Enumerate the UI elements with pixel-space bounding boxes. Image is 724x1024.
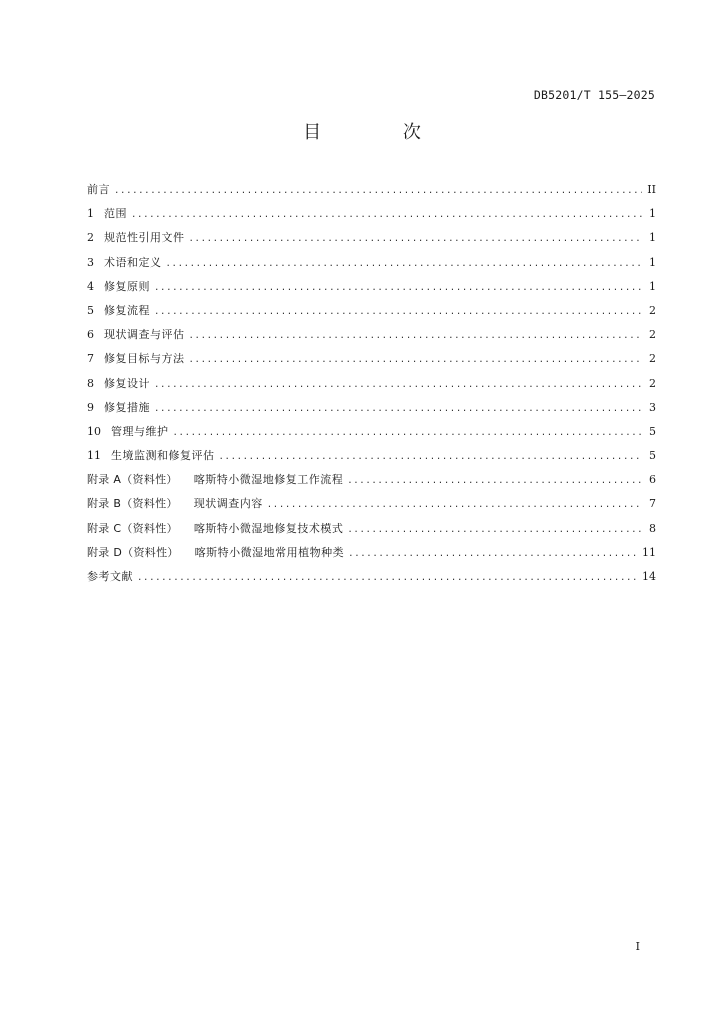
- toc-entry[interactable]: [87, 205, 656, 229]
- leader-dots: [348, 549, 638, 559]
- toc-entry[interactable]: [87, 229, 656, 253]
- toc-entry-label: 修复措施: [104, 400, 150, 414]
- toc-entry[interactable]: [87, 278, 656, 302]
- toc-appendix-entry[interactable]: [87, 544, 656, 568]
- appendix-label: 附录 D（资料性）: [87, 545, 179, 559]
- toc-entry-number: 3: [87, 255, 94, 269]
- leader-dots: [219, 452, 643, 462]
- appendix-label: 附录 C（资料性）: [87, 521, 178, 535]
- page-title: 目 次: [303, 122, 459, 143]
- toc-entry-label: 规范性引用文件: [104, 231, 185, 245]
- toc-entry-number: 11: [87, 449, 101, 463]
- appendix-label: 附录 B（资料性）: [87, 497, 178, 511]
- toc-entry-label: 修复原则: [104, 279, 150, 293]
- toc-entry-page: 5: [649, 449, 656, 463]
- leader-dots: [347, 525, 642, 535]
- leader-dots: [154, 404, 642, 414]
- toc-entry-page: 7: [649, 497, 656, 511]
- toc-entry-label: 现状调查与评估: [104, 328, 185, 342]
- toc-entry-number: 7: [87, 352, 94, 366]
- leader-dots: [267, 500, 642, 510]
- toc-entry-page: 2: [649, 328, 656, 342]
- toc-entry[interactable]: [87, 423, 656, 447]
- toc-entry-label: 修复设计: [104, 376, 150, 390]
- toc-entry[interactable]: [87, 375, 656, 399]
- appendix-title: 喀斯特小微湿地常用植物种类: [194, 545, 345, 559]
- toc-entry-number: 2: [87, 231, 94, 245]
- toc-entry[interactable]: [87, 399, 656, 423]
- toc-entry-page: 5: [649, 424, 656, 438]
- toc-entry[interactable]: [87, 350, 656, 374]
- leader-dots: [154, 307, 642, 317]
- toc-appendix-entry[interactable]: [87, 495, 656, 519]
- toc-entry-page: 6: [649, 473, 656, 487]
- toc-appendix-entry[interactable]: [87, 520, 656, 544]
- toc-entry-number: 5: [87, 303, 94, 317]
- toc-entry-number: 9: [87, 400, 94, 414]
- leader-dots: [189, 355, 643, 365]
- table-of-contents: [87, 181, 656, 592]
- toc-entry-number: 1: [87, 207, 94, 221]
- leader-dots: [154, 380, 642, 390]
- toc-entry-label: 管理与维护: [111, 424, 169, 438]
- toc-entry[interactable]: [87, 254, 656, 278]
- toc-entry-label: 修复流程: [104, 303, 150, 317]
- toc-entry-page: 2: [649, 303, 656, 317]
- leader-dots: [189, 331, 643, 341]
- toc-entry-page: 1: [649, 231, 656, 245]
- toc-entry-page: 1: [649, 279, 656, 293]
- toc-entry[interactable]: [87, 302, 656, 326]
- toc-entry-page: 11: [642, 545, 656, 559]
- toc-entry-page: 1: [649, 207, 656, 221]
- leader-dots: [114, 186, 642, 196]
- toc-entry[interactable]: [87, 326, 656, 350]
- toc-entry-number: 10: [87, 424, 101, 438]
- toc-entry-page: II: [647, 183, 656, 196]
- toc-entry-foreword[interactable]: [87, 181, 656, 205]
- leader-dots: [166, 259, 643, 269]
- toc-entry[interactable]: [87, 447, 656, 471]
- appendix-label: 附录 A（资料性）: [87, 473, 178, 487]
- document-code: DB5201/T 155—2025: [533, 88, 655, 102]
- leader-dots: [189, 234, 643, 244]
- toc-entry-number: 6: [87, 328, 94, 342]
- appendix-title: 喀斯特小微湿地修复技术模式: [193, 521, 344, 535]
- toc-entry-label: 参考文献: [87, 570, 133, 583]
- toc-entry-label: 生境监测和修复评估: [111, 449, 215, 463]
- toc-entry-references[interactable]: [87, 568, 656, 592]
- toc-entry-label: 前言: [87, 183, 110, 196]
- toc-entry-label: 术语和定义: [104, 255, 162, 269]
- toc-entry-page: 2: [649, 376, 656, 390]
- toc-entry-page: 3: [649, 400, 656, 414]
- appendix-title: 现状调查内容: [193, 497, 263, 511]
- toc-entry-page: 14: [642, 570, 656, 583]
- toc-appendix-entry[interactable]: [87, 471, 656, 495]
- toc-entry-number: 8: [87, 376, 94, 390]
- toc-entry-number: 4: [87, 279, 94, 293]
- toc-entry-label: 修复目标与方法: [104, 352, 185, 366]
- appendix-title: 喀斯特小微湿地修复工作流程: [193, 473, 344, 487]
- toc-entry-page: 1: [649, 255, 656, 269]
- toc-entry-label: 范围: [104, 207, 127, 221]
- leader-dots: [137, 573, 638, 583]
- toc-entry-page: 2: [649, 352, 656, 366]
- leader-dots: [131, 210, 642, 220]
- page-number: I: [635, 940, 640, 953]
- leader-dots: [173, 428, 643, 438]
- leader-dots: [154, 283, 642, 293]
- toc-entry-page: 8: [649, 521, 656, 535]
- leader-dots: [347, 476, 642, 486]
